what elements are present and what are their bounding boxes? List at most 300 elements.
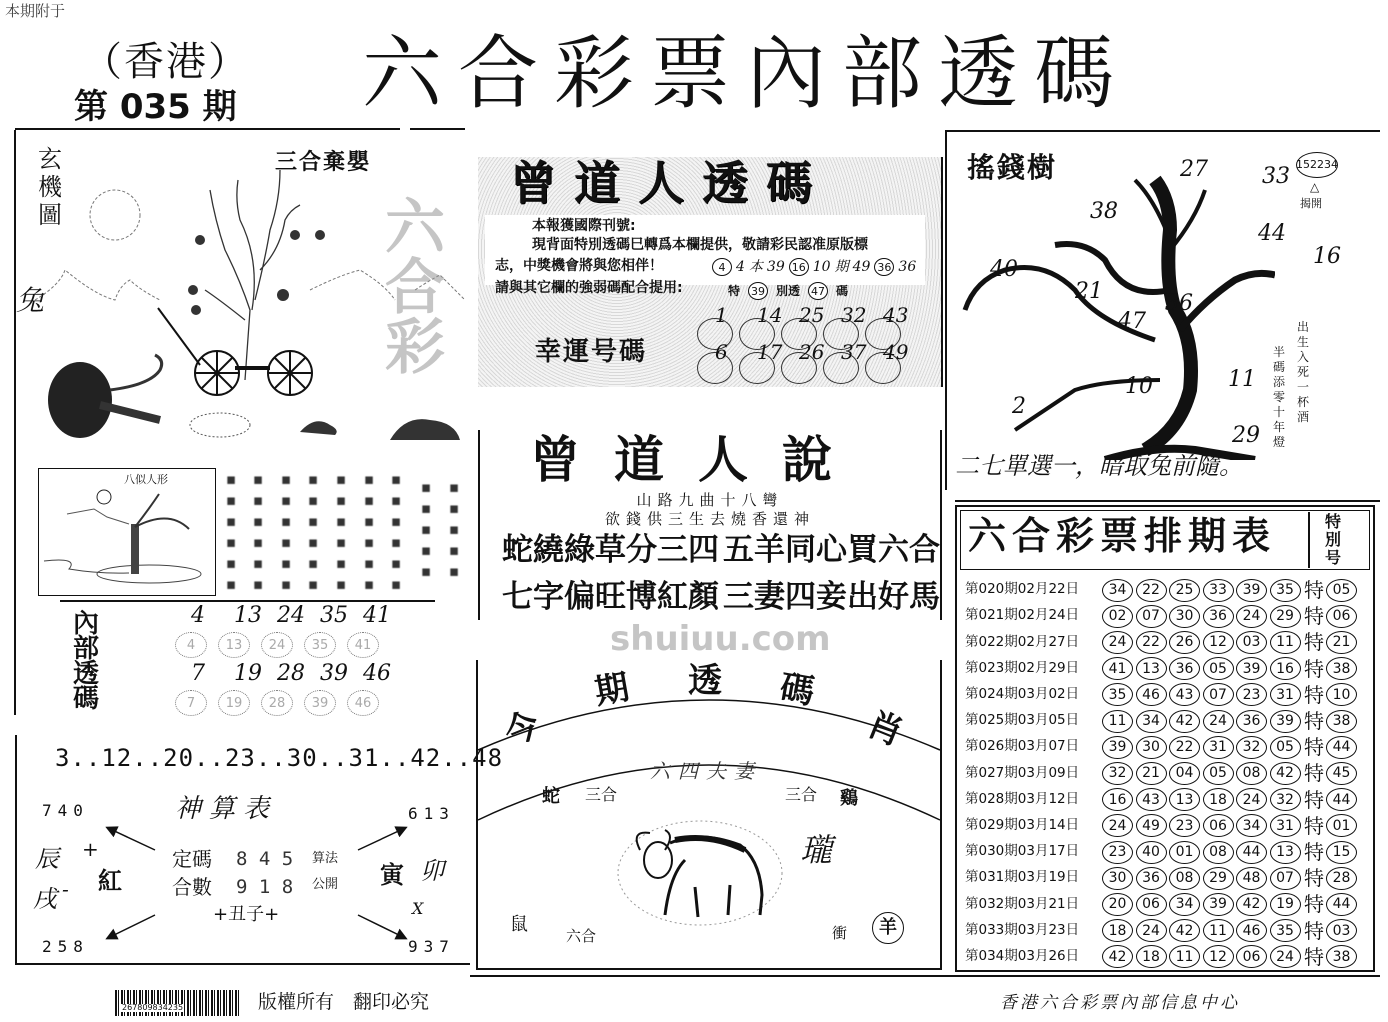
numbers-line: 3..12..20..23..30..31..42..48 (55, 744, 504, 772)
number-ball: 42 (1236, 893, 1267, 916)
special-mark: 特 (1304, 761, 1324, 786)
issue-date: 第030期03月17日 (965, 843, 1080, 860)
table-row (965, 839, 1360, 865)
verse-line: 山路九曲十八彎 (636, 491, 784, 509)
arch-char: 透 (688, 661, 722, 701)
special-mark: 特 (1304, 604, 1324, 629)
number-ball: 34 (1169, 893, 1200, 916)
top-left-code: 740 (42, 801, 89, 820)
number-ball: 11 (1203, 919, 1234, 942)
number-ball: 35 (1270, 919, 1301, 942)
issue-date: 第021期02月24日 (965, 607, 1080, 624)
special-ball: 38 (1326, 657, 1357, 680)
table-row (965, 760, 1360, 786)
number-ball: 06 (1236, 945, 1267, 968)
number-ball: 06 (1203, 814, 1234, 837)
number-ball: 46 (347, 690, 379, 716)
special-mark: 特 (1304, 682, 1324, 707)
number-ball: 13 (1169, 788, 1200, 811)
number-ball: 42 (1270, 762, 1301, 785)
hand-number: 4 (191, 603, 205, 628)
tree-icon (205, 170, 300, 380)
number-ball: 22 (1136, 631, 1167, 654)
sum-value: 9 1 8 (236, 876, 294, 898)
barcode-number: 267809834235 (122, 1003, 184, 1012)
arch-char: 今 (498, 704, 546, 754)
number-ball: 26 (1169, 631, 1200, 654)
hand-number: 43 (883, 303, 909, 327)
special-mark: 特 (1304, 787, 1324, 812)
special-ball: 38 (1326, 945, 1357, 968)
special-mark: 特 (1304, 866, 1324, 891)
publisher: 香港六合彩票內部信息中心 (1000, 993, 1240, 1013)
hand-number: 27 (1180, 157, 1208, 182)
hand-number: 33 (1262, 164, 1290, 189)
number-ball: 13 (1136, 657, 1167, 680)
issue-date: 第029期03月14日 (965, 817, 1080, 834)
hand-code-line (712, 258, 916, 276)
hand-number: 6 (715, 340, 728, 364)
verse-column: ▪▪▪▪▪▪ (360, 470, 378, 596)
number-ball: 42 (1169, 919, 1200, 942)
number-ball: 05 (1203, 762, 1234, 785)
tree-icon (39, 469, 215, 595)
special-mark: 特 (1304, 944, 1324, 969)
hand-note: 辰 (35, 845, 59, 873)
table-row (965, 944, 1360, 970)
table-row (965, 629, 1360, 655)
hand-number: 14 (757, 303, 783, 327)
number-ball: 18 (1102, 919, 1133, 942)
hand-number: 38 (1090, 199, 1118, 224)
number-ball: 34 (1136, 710, 1167, 733)
special-ball: 10 (1326, 683, 1357, 706)
special-mark: 特 (1304, 656, 1324, 681)
circled-number: 36 (874, 258, 894, 276)
hand-number: 28 (277, 661, 305, 686)
issue-date: 第033期03月23日 (965, 921, 1080, 938)
hand-number: 7 (191, 661, 205, 686)
number-ball: 12 (1203, 631, 1234, 654)
number-ball: 03 (1236, 631, 1267, 654)
divider (15, 128, 400, 130)
hand-number: 39 (320, 661, 348, 686)
xuanji-illustration (20, 160, 470, 450)
panel-border (14, 130, 16, 715)
notice-line: 請與其它欄的強弱碼配合提用: (495, 280, 683, 296)
hand-note: 卯 (420, 857, 444, 885)
hand-number: 49 (883, 340, 909, 364)
number-ball: 32 (1236, 736, 1267, 759)
number-ball: 23 (1169, 814, 1200, 837)
inner-code-label: 內部透碼 (72, 609, 99, 714)
verse-column: ▪▪▪▪▪ (445, 478, 463, 583)
number-ball: 24 (261, 632, 293, 658)
notice-line: 志，中獎機會將與您相伴！ (495, 258, 663, 274)
number-ball: 08 (1236, 762, 1267, 785)
issue-date: 第020期02月22日 (965, 581, 1080, 598)
number-ball: 11 (1270, 631, 1301, 654)
divider (955, 500, 1380, 502)
number-ball: 42 (1169, 710, 1200, 733)
hand-number: 期 (834, 259, 849, 275)
zeng-says-title: 曾道人說 (530, 430, 866, 489)
number-ball: 43 (1169, 683, 1200, 706)
zodiac-rooster: 鷄 (840, 788, 858, 809)
side-verse: 出生入死一杯酒 (1297, 320, 1310, 424)
number-ball: 39 (304, 690, 336, 716)
bottom-left-code: 258 (42, 937, 89, 956)
hand-number: 37 (841, 340, 867, 364)
number-ball: 34 (1236, 814, 1267, 837)
hand-number: 1 (715, 303, 728, 327)
number-ball: 43 (1136, 788, 1167, 811)
method-label: 算法 (312, 851, 339, 866)
hand-number: 10 (1125, 374, 1153, 399)
number-ball: 04 (1169, 762, 1200, 785)
special-ball: 44 (1326, 736, 1357, 759)
number-ball: 39 (1270, 710, 1301, 733)
hand-number: 2 (1012, 394, 1026, 419)
verse-column: ▪▪▪▪▪▪ (387, 470, 405, 596)
side-verse: 半碼添零十年燈 (1273, 345, 1286, 449)
special-mark: 特 (1304, 735, 1324, 760)
issue-date: 第034期03月26日 (965, 948, 1080, 965)
number-ball: 07 (1270, 867, 1301, 890)
zodiac-rat: 鼠 (510, 914, 528, 935)
number-ball: 21 (1136, 762, 1167, 785)
special-ball: 15 (1326, 841, 1357, 864)
sum-label: 合數 (172, 875, 212, 899)
table-row (965, 656, 1360, 682)
divider (60, 600, 435, 602)
number-ball: 24 (1236, 788, 1267, 811)
number-ball: 19 (1270, 893, 1301, 916)
number-ball: 24 (1136, 919, 1167, 942)
hand-number: 41 (363, 603, 391, 628)
watermark: 六合彩 (375, 195, 445, 375)
arrow-icon (358, 828, 405, 850)
number-ball: 22 (1169, 736, 1200, 759)
number-ball: 24 (1102, 631, 1133, 654)
number-ball: 23 (1236, 683, 1267, 706)
poem-line: 三妻四妾出好馬 (723, 579, 940, 615)
number-ball: 36 (1136, 867, 1167, 890)
number-ball: 01 (1169, 841, 1200, 864)
arch-char: 肖 (861, 704, 909, 754)
table-row (965, 708, 1360, 734)
hand-number: 44 (1258, 221, 1286, 246)
circled-number: 47 (808, 282, 828, 300)
hand-number: 36 (898, 259, 917, 275)
hand-number: 49 (852, 259, 871, 275)
table-row (965, 682, 1360, 708)
hand-number: 36 (1165, 291, 1193, 316)
number-ball: 44 (1236, 841, 1267, 864)
verse-column: ▪▪▪▪▪▪ (277, 470, 295, 596)
number-ball: 36 (1203, 605, 1234, 628)
schedule-title: 六合彩票排期表 (968, 514, 1277, 558)
hand-number: 47 (1118, 309, 1146, 334)
special-mark: 特 (1304, 918, 1324, 943)
circled-number: 16 (789, 258, 809, 276)
number-ball: 05 (1270, 736, 1301, 759)
verse-column: ▪▪▪▪▪▪ (304, 470, 322, 596)
zodiac-hint: +丑子+ (213, 904, 280, 925)
number-ball: 7 (175, 690, 207, 716)
notice-line: 本報獲國際刊號: (532, 218, 636, 234)
number-ball: 11 (1169, 945, 1200, 968)
special-ball: 28 (1326, 867, 1357, 890)
number-ball: 36 (1236, 710, 1267, 733)
number-ball: 12 (1203, 945, 1234, 968)
number-ball: 25 (1169, 579, 1200, 602)
number-ball: 31 (1203, 736, 1234, 759)
number-ball: 31 (1270, 814, 1301, 837)
panel-subtitle: 三合棄嬰 (275, 150, 372, 175)
method-label: 公開 (312, 877, 339, 892)
number-ball: 24 (1102, 814, 1133, 837)
zodiac-phrase: 六四夫妻 (650, 759, 762, 783)
number-ball: 46 (1136, 683, 1167, 706)
arch-char: 碼 (776, 667, 818, 713)
number-ball: 35 (1102, 683, 1133, 706)
special-ball: 38 (1326, 710, 1357, 733)
issue-date: 第023期02月29日 (965, 659, 1080, 676)
special-code-line (728, 282, 848, 300)
verse-line: 欲錢供三生去燒香還神 (604, 510, 815, 528)
special-mark: 特 (1304, 709, 1324, 733)
hand-number: 13 (234, 603, 262, 628)
issue-date: 第024期03月02日 (965, 686, 1080, 703)
money-tree-title: 搖錢樹 (967, 151, 1058, 184)
number-ball: 11 (1102, 710, 1133, 733)
special-ball: 03 (1326, 919, 1357, 942)
number-ball: 05 (1203, 657, 1234, 680)
number-ball: 07 (1203, 683, 1234, 706)
top-right-code: 613 (408, 804, 455, 823)
arch-char: 期 (591, 667, 633, 713)
number-ball: 30 (1102, 867, 1133, 890)
hand-number: 40 (990, 257, 1018, 282)
number-ball: 02 (1102, 605, 1133, 628)
number-ball: 24 (1236, 605, 1267, 628)
ma-label: 碼 (836, 284, 849, 298)
special-label: 特 (728, 284, 741, 298)
number-ball: 42 (1102, 945, 1133, 968)
poem-line: 蛇繞綠草分三四 (502, 532, 719, 568)
number-ball: 18 (1203, 788, 1234, 811)
number-ball: 23 (1102, 841, 1133, 864)
cart-icon (158, 308, 312, 395)
hand-note: 紅 (98, 867, 122, 895)
special-mark: 特 (1304, 630, 1324, 655)
hand-note: - (62, 877, 69, 901)
hand-number: 39 (766, 259, 785, 275)
hand-note: 戌 (33, 885, 57, 913)
number-ball: 06 (1136, 893, 1167, 916)
arrow-icon (108, 828, 155, 850)
hand-number: 19 (234, 661, 262, 686)
special-ball: 45 (1326, 762, 1357, 785)
number-ball: 46 (1236, 919, 1267, 942)
header-note: 本期附于 (5, 2, 66, 20)
sanhe-label: 三合 (785, 785, 818, 804)
lucky-number-label: 幸運号碼 (535, 337, 648, 367)
issue-date: 第026期03月07日 (965, 738, 1080, 755)
number-ball: 39 (1102, 736, 1133, 759)
number-ball: 39 (1236, 657, 1267, 680)
arrows (100, 820, 420, 950)
hand-note: 兔 (16, 284, 45, 317)
table-row (965, 891, 1360, 917)
mini-illustration (38, 468, 216, 596)
number-ball: 39 (1203, 893, 1234, 916)
issue-date: 第031期03月19日 (965, 869, 1080, 886)
special-mark: 特 (1304, 892, 1324, 917)
special-edition-label: 特別号 (1325, 512, 1342, 567)
shensuan-title: 神算表 (175, 794, 278, 824)
number-ball: 35 (1270, 579, 1301, 602)
tou-label: 別透 (776, 284, 801, 298)
number-ball: 22 (1136, 579, 1167, 602)
table-row (965, 734, 1360, 760)
table-row (965, 603, 1360, 629)
special-ball: 01 (1326, 814, 1357, 837)
issue-date: 第022期02月27日 (965, 633, 1080, 650)
hand-number: 24 (277, 603, 305, 628)
hand-number: 29 (1232, 423, 1260, 448)
page-title: 六合彩票內部透碼 (362, 27, 1130, 120)
issue-date: 第028期03月12日 (965, 790, 1080, 807)
hand-number: 46 (363, 661, 391, 686)
bottom-right-code: 937 (408, 937, 455, 956)
special-ball: 44 (1326, 788, 1357, 811)
special-ball: 44 (1326, 893, 1357, 916)
riddle: 二七單選一，暗取兔前隨。 (955, 452, 1243, 480)
divider (470, 975, 1380, 977)
number-ball: 13 (218, 632, 250, 658)
hand-number: 4 (736, 259, 745, 275)
number-ball: 29 (1203, 867, 1234, 890)
hand-number: 16 (1313, 244, 1341, 269)
fixed-code-label: 定碼 (172, 847, 212, 871)
watermark: shuiuu.com (610, 619, 831, 659)
table-row (965, 787, 1360, 813)
number-ball: 4 (175, 632, 207, 658)
zeng-code-title: 曾道人透碼 (510, 156, 830, 210)
number-ball: 49 (1136, 814, 1167, 837)
table-row (965, 865, 1360, 891)
hand-number: 25 (799, 303, 825, 327)
triangle-icon: △ (1310, 180, 1320, 194)
hand-number: 11 (1228, 367, 1256, 392)
number-ball: 19 (218, 690, 250, 716)
issue-date: 第025期03月05日 (965, 712, 1080, 729)
circled-number: 4 (712, 258, 732, 276)
special-mark: 特 (1304, 813, 1324, 838)
hand-note: 寅 (380, 861, 404, 889)
poem-line: 五羊同心買六合 (723, 532, 940, 568)
number-ball: 08 (1203, 841, 1234, 864)
hand-number: 17 (757, 340, 783, 364)
zodiac-snake: 蛇 (542, 786, 560, 807)
hand-note: X (412, 899, 424, 918)
number-ball: 36 (1169, 657, 1200, 680)
issue-date: 第032期03月21日 (965, 895, 1080, 912)
table-row (965, 577, 1360, 603)
reveal-label: 揭開 (1300, 197, 1322, 210)
number-ball: 32 (1102, 762, 1133, 785)
sanhe-label: 三合 (585, 785, 618, 804)
code-badge: 152234 (1296, 152, 1338, 178)
special-ball: 05 (1326, 579, 1357, 602)
hand-note: 瓏 (800, 831, 833, 869)
number-ball: 33 (1203, 579, 1234, 602)
issue-date: 第027期03月09日 (965, 764, 1080, 781)
number-ball: 24 (1270, 945, 1301, 968)
hand-number: 35 (320, 603, 348, 628)
number-ball: 28 (261, 690, 293, 716)
arrow-icon (358, 915, 405, 938)
number-ball: 39 (1236, 579, 1267, 602)
copyright: 版權所有 翻印必究 (258, 991, 430, 1013)
hand-number: 26 (799, 340, 825, 364)
verse-column: ▪▪▪▪▪ (417, 478, 435, 583)
number-ball: 35 (304, 632, 336, 658)
verse-column: ▪▪▪▪▪▪ (249, 470, 267, 596)
hand-number: 10 (812, 259, 831, 275)
number-ball: 24 (1203, 710, 1234, 733)
special-mark: 特 (1304, 840, 1324, 864)
number-ball: 32 (1270, 788, 1301, 811)
notice-line: 現背面特別透碼巳轉爲本欄提供，敬請彩民認准原版標 (532, 237, 868, 253)
number-ball: 30 (1169, 605, 1200, 628)
number-ball: 18 (1136, 945, 1167, 968)
number-ball: 07 (1136, 605, 1167, 628)
arrow-icon (108, 915, 155, 938)
number-ball: 31 (1270, 683, 1301, 706)
lion-icon (48, 355, 162, 438)
clash-label: 衝 (832, 924, 848, 942)
special-mark: 特 (1304, 578, 1324, 602)
number-ball: 40 (1136, 841, 1167, 864)
xuanji-label: 玄機圖 (38, 145, 62, 229)
number-ball: 08 (1169, 867, 1200, 890)
hand-number: 本 (748, 259, 763, 275)
number-ball: 16 (1270, 657, 1301, 680)
region-label: （香港） (82, 39, 250, 85)
circled-number: 39 (748, 282, 768, 300)
issue-number: 第 035 期 (74, 87, 237, 127)
zodiac-goat: 羊 (872, 912, 904, 944)
number-ball: 30 (1136, 736, 1167, 759)
number-ball: 13 (1270, 841, 1301, 864)
illustration-caption: 八似人形 (124, 473, 168, 486)
number-ball: 16 (1102, 788, 1133, 811)
number-ball: 20 (1102, 893, 1133, 916)
number-ball: 29 (1270, 605, 1301, 628)
hand-number: 32 (841, 303, 867, 327)
number-ball: 34 (1102, 579, 1133, 602)
ox-icon (610, 815, 790, 935)
table-row (965, 813, 1360, 839)
poem-line: 七字偏旺博紅顏 (502, 579, 719, 615)
hand-number: 21 (1075, 279, 1103, 304)
special-ball: 06 (1326, 605, 1357, 628)
number-ball: 41 (1102, 657, 1133, 680)
number-ball: 41 (347, 632, 379, 658)
